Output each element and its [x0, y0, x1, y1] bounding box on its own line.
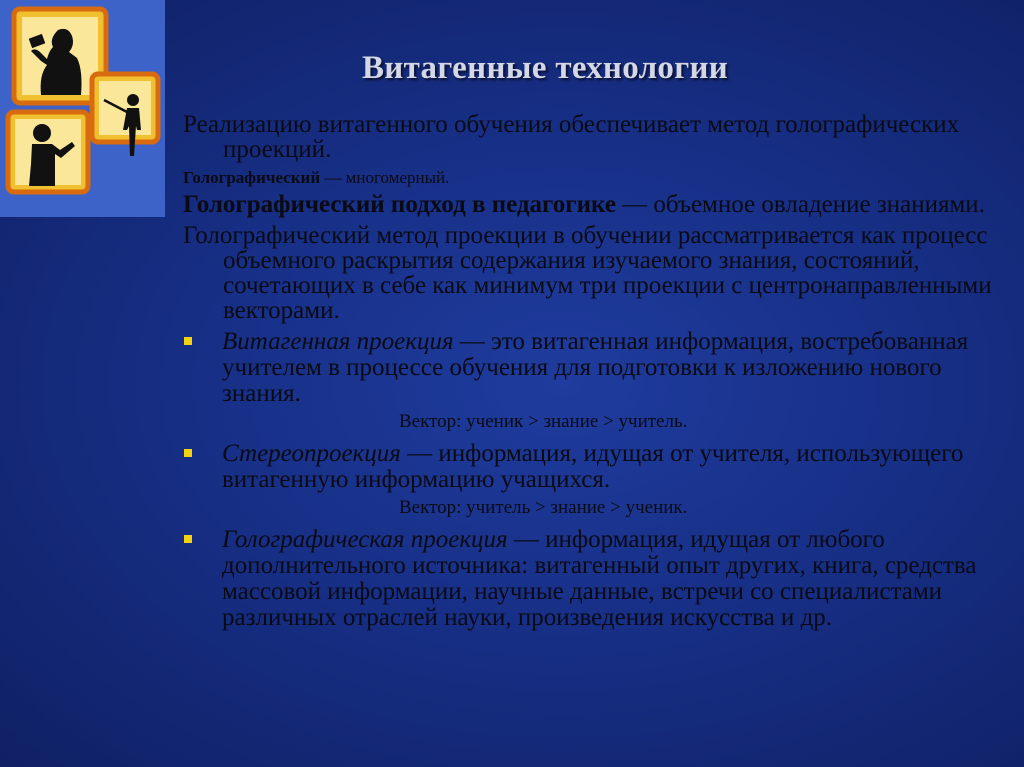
bullet-text: — это витагенная информация, востребованная учителем в процессе обучения для подготовки к изложению нового знания.: [222, 328, 969, 407]
bullet-square-icon: [184, 449, 192, 457]
method-paragraph: Голографический метод проекции в обучении рассматривается как процесс объемного раскрытия содержания изучаемого знания, состояний, сочетающих в себе как минимум три проекции с центронаправленными векторами.: [183, 222, 992, 324]
term-holographic: Голографический: [183, 168, 321, 187]
bullet-term: Витагенная проекция: [222, 328, 454, 355]
term-holographic-approach: Голографический подход в педагогике: [183, 191, 616, 218]
bullet-text: — информация, идущая от любого дополнительного источника: витагенный опыт других, книга, средства массовой информации, научные данные, встречи со специалистами различных отраслей науки, произведения искусства и др.: [222, 526, 977, 631]
list-item: [183, 329, 998, 407]
definition-holographic-approach: [183, 192, 998, 217]
definition-holographic: [183, 168, 998, 188]
definition-holographic-approach-text: — объемное овладение знаниями.: [615, 191, 985, 218]
bullet-square-icon: [184, 535, 192, 543]
vector-line: Вектор: ученик > знание > учитель.: [399, 411, 688, 432]
vector-line: Вектор: учитель > знание > ученик.: [399, 497, 688, 518]
list-item: [183, 527, 998, 631]
silhouette-illustration: [0, 0, 165, 217]
definition-holographic-text: — многомерный.: [320, 168, 450, 187]
bullet-term: Стереопроекция: [222, 440, 401, 467]
list-item: [183, 441, 998, 493]
slide-title: Витагенные технологии: [362, 50, 729, 86]
intro-paragraph: Реализацию витагенного обучения обеспечивает метод голографических проекций.: [183, 111, 960, 163]
bullet-text: — информация, идущая от учителя, использующего витагенную информацию учащихся.: [222, 440, 964, 493]
bullet-term: Голографическая проекция: [222, 526, 508, 553]
bullet-square-icon: [184, 337, 192, 345]
slide-content: [183, 112, 998, 635]
